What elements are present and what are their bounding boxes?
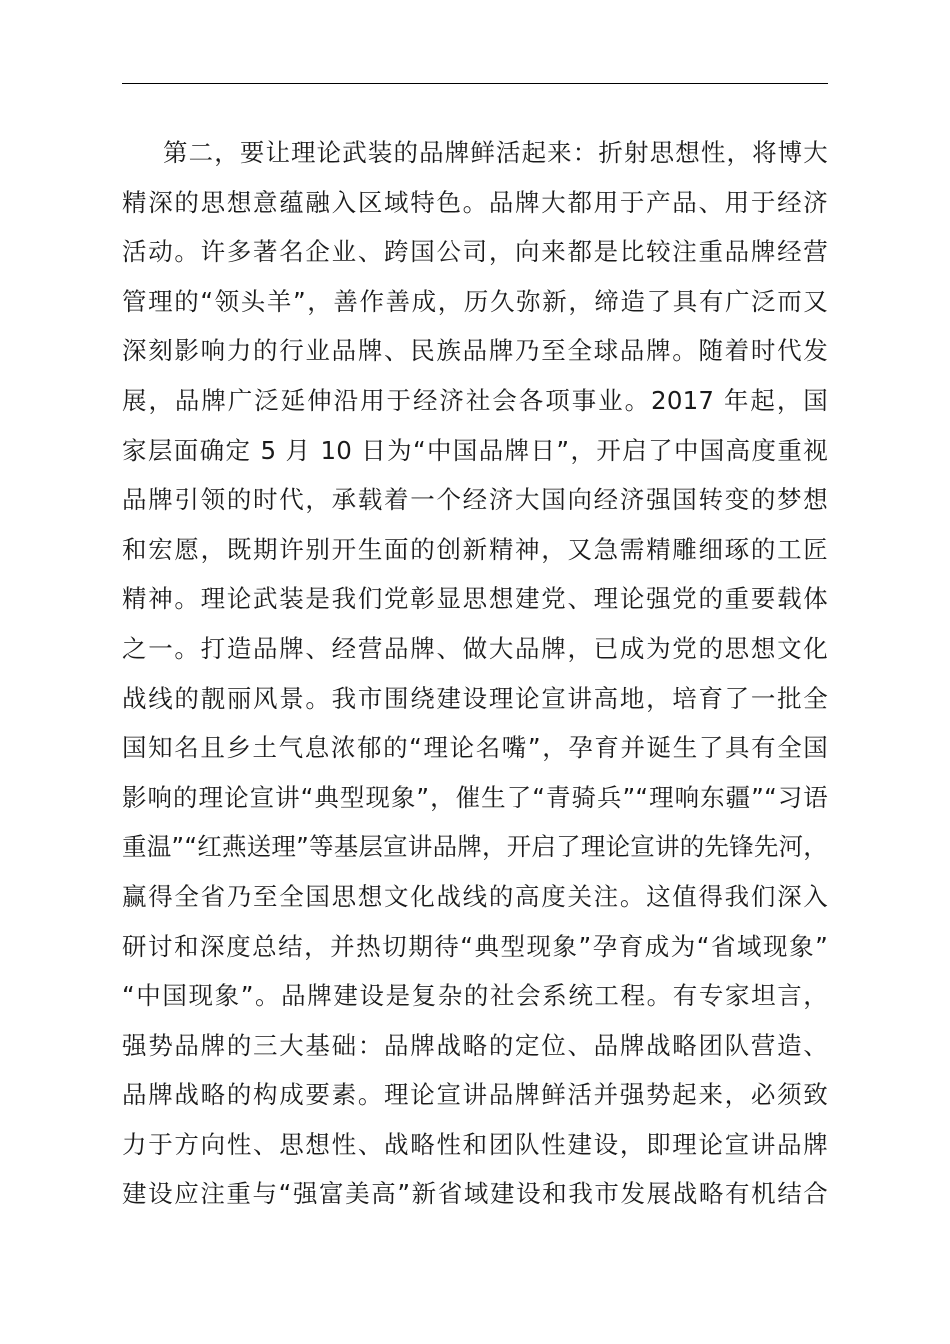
body-paragraph	[122, 128, 828, 1219]
paragraph-line: 深刻影响力的行业品牌、民族品牌乃至全球品牌。随着时代发	[122, 336, 828, 366]
paragraph-line: 精深的思想意蕴融入区域特色。品牌大都用于产品、用于经济	[122, 187, 828, 217]
paragraph-line: 管理的“领头羊”，善作善成，历久弥新，缔造了具有广泛而又	[122, 286, 828, 316]
paragraph-line: 研讨和深度总结，并热切期待“典型现象”孕育成为“省域现象”	[122, 931, 828, 961]
paragraph-line: 重温”“红燕送理”等基层宣讲品牌，开启了理论宣讲的先锋先河，	[122, 832, 828, 862]
paragraph-line: 和宏愿，既期许别开生面的创新精神，又急需精雕细琢的工匠	[122, 534, 828, 564]
paragraph-line: 之一。打造品牌、经营品牌、做大品牌，已成为党的思想文化	[122, 633, 828, 663]
paragraph-line: 赢得全省乃至全国思想文化战线的高度关注。这值得我们深入	[122, 881, 828, 911]
header-rule	[122, 83, 828, 84]
paragraph-line: 品牌引领的时代，承载着一个经济大国向经济强国转变的梦想	[122, 485, 828, 515]
paragraph-line: 第二，要让理论武装的品牌鲜活起来：折射思想性，将博大	[163, 138, 828, 167]
paragraph-line: 国知名且乡土气息浓郁的“理论名嘴”，孕育并诞生了具有全国	[122, 733, 828, 763]
paragraph-line: 活动。许多著名企业、跨国公司，向来都是比较注重品牌经营	[122, 237, 828, 267]
paragraph-line: “中国现象”。品牌建设是复杂的社会系统工程。有专家坦言，	[122, 981, 828, 1011]
paragraph-line: 影响的理论宣讲“典型现象”，催生了“青骑兵”“理响东疆”“习语	[122, 782, 828, 812]
paragraph-line: 品牌战略的构成要素。理论宣讲品牌鲜活并强势起来，必须致	[122, 1080, 828, 1110]
paragraph-line: 家层面确定 5 月 10 日为“中国品牌日”，开启了中国高度重视	[122, 435, 828, 465]
paragraph-line: 展，品牌广泛延伸沿用于经济社会各项事业。2017 年起，国	[122, 385, 828, 415]
paragraph-line: 精神。理论武装是我们党彰显思想建党、理论强党的重要载体	[122, 584, 828, 614]
paragraph-line: 力于方向性、思想性、战略性和团队性建设，即理论宣讲品牌	[122, 1129, 828, 1159]
paragraph-line: 建设应注重与“强富美高”新省域建设和我市发展战略有机结合	[122, 1179, 828, 1209]
paragraph-line: 战线的靓丽风景。我市围绕建设理论宣讲高地，培育了一批全	[122, 683, 828, 713]
paragraph-line: 强势品牌的三大基础：品牌战略的定位、品牌战略团队营造、	[122, 1030, 828, 1060]
